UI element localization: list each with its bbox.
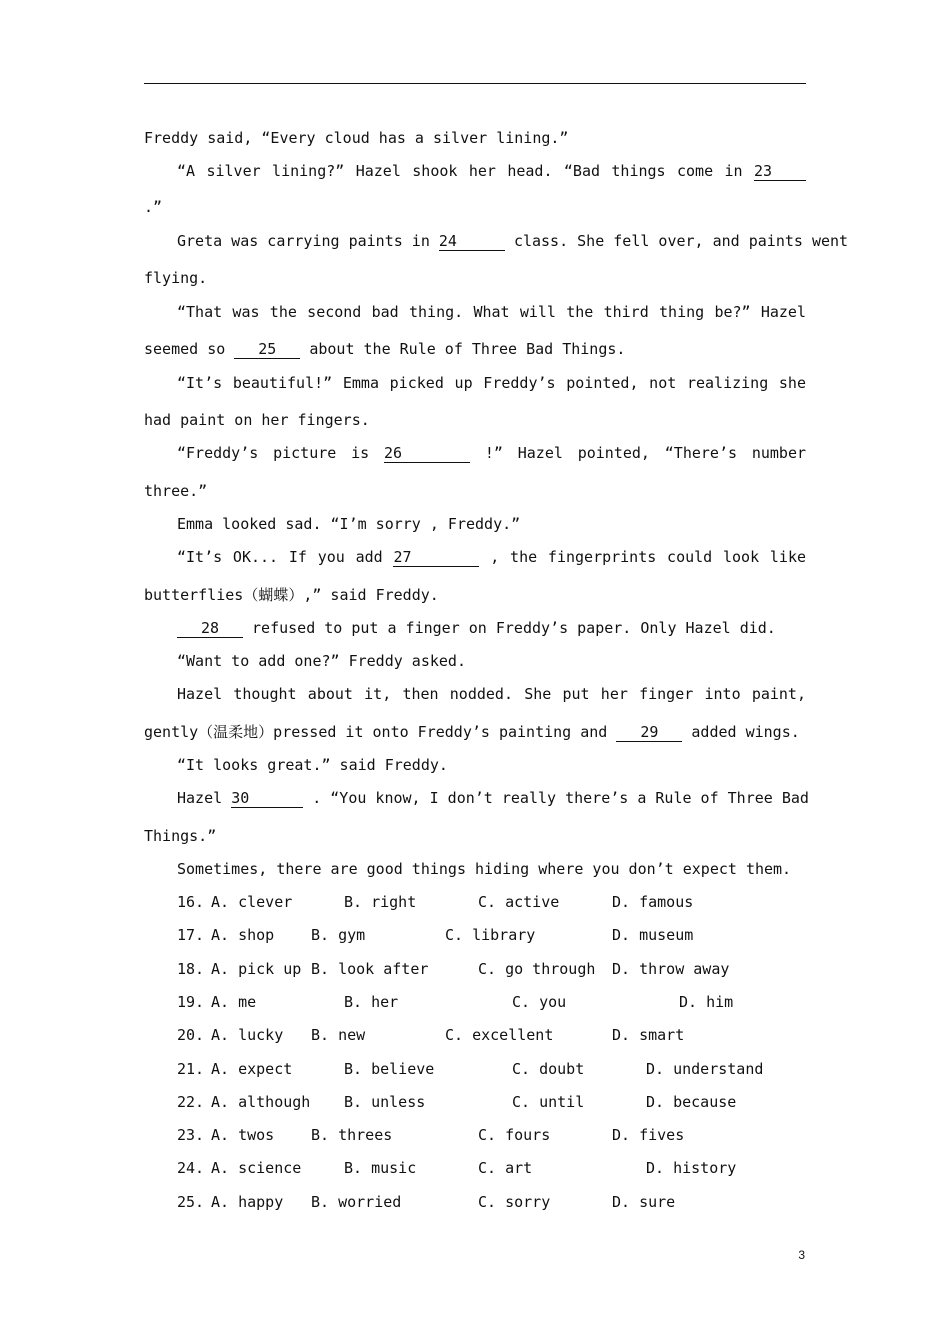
option-b: B. unless <box>344 1093 426 1111</box>
option-b: B. right <box>344 893 417 911</box>
passage-line: Greta was carrying paints in 24 class. She fell over, and paints went <box>177 232 849 250</box>
blank-25: 25 <box>234 341 300 359</box>
blank-30: 30 <box>231 790 303 808</box>
option-d: D. because <box>646 1093 737 1111</box>
option-c: C. doubt <box>512 1060 585 1078</box>
passage-line: Hazel thought about it, then nodded. She put her finger into paint, <box>177 685 806 703</box>
passage-line: Sometimes, there are good things hiding where you don’t expect them. <box>177 860 792 878</box>
passage-line: had paint on her fingers. <box>144 411 370 429</box>
passage-line: “It’s OK... If you add 27 , the fingerprints could look like <box>177 548 807 566</box>
option-d: D. famous <box>612 893 694 911</box>
question-number: 22. <box>177 1093 205 1111</box>
blank-29: 29 <box>616 724 682 742</box>
option-b: B. worried <box>311 1193 402 1211</box>
passage-line: seemed so 25 about the Rule of Three Bad Things. <box>144 340 626 358</box>
question-number: 16. <box>177 893 205 911</box>
option-c: C. library <box>445 926 536 944</box>
question-number: 19. <box>177 993 205 1011</box>
passage-line: “Want to add one?” Freddy asked. <box>177 652 466 670</box>
option-d: D. museum <box>612 926 694 944</box>
header-rule <box>144 83 806 84</box>
option-a: A. clever <box>211 893 293 911</box>
question-number: 25. <box>177 1193 205 1211</box>
question-number: 18. <box>177 960 205 978</box>
option-c: C. you <box>512 993 567 1011</box>
option-a: A. happy <box>211 1193 284 1211</box>
passage-line: Freddy said, “Every cloud has a silver lining.” <box>144 129 569 147</box>
passage-line: flying. <box>144 269 208 287</box>
option-c: C. sorry <box>478 1193 551 1211</box>
passage-line: gently（温柔地）pressed it onto Freddy’s painting and 29 added wings. <box>144 723 800 741</box>
option-b: B. gym <box>311 926 366 944</box>
passage-line: Things.” <box>144 827 217 845</box>
option-c: C. until <box>512 1093 585 1111</box>
passage-line: Emma looked sad. “I’m sorry , Freddy.” <box>177 515 521 533</box>
option-c: C. fours <box>478 1126 551 1144</box>
option-d: D. throw away <box>612 960 730 978</box>
passage-line: butterflies（蝴蝶）,” said Freddy. <box>144 586 439 604</box>
option-c: C. go through <box>478 960 596 978</box>
blank-23: 23 <box>754 163 806 181</box>
option-a: A. science <box>211 1159 302 1177</box>
question-number: 24. <box>177 1159 205 1177</box>
page-number: 3 <box>798 1248 805 1262</box>
option-c: C. art <box>478 1159 533 1177</box>
option-a: A. although <box>211 1093 311 1111</box>
option-d: D. history <box>646 1159 737 1177</box>
option-d: D. fives <box>612 1126 685 1144</box>
passage-line: “It’s beautiful!” Emma picked up Freddy’s pointed, not realizing she <box>177 374 806 392</box>
question-number: 21. <box>177 1060 205 1078</box>
passage-line: three.” <box>144 482 208 500</box>
option-b: B. look after <box>311 960 429 978</box>
passage-line: Hazel 30 . “You know, I don’t really there’s a Rule of Three Bad <box>177 789 809 807</box>
passage-line: “A silver lining?” Hazel shook her head. “Bad things come in 23 <box>144 161 806 181</box>
option-a: A. lucky <box>211 1026 284 1044</box>
question-number: 20. <box>177 1026 205 1044</box>
passage-line: “Freddy’s picture is 26 !” Hazel pointed, “There’s number <box>177 444 807 462</box>
option-c: C. excellent <box>445 1026 554 1044</box>
blank-27: 27 <box>393 549 479 567</box>
option-d: D. smart <box>612 1026 685 1044</box>
option-a: A. shop <box>211 926 275 944</box>
passage-line: “It looks great.” said Freddy. <box>177 756 448 774</box>
option-c: C. active <box>478 893 560 911</box>
question-number: 17. <box>177 926 205 944</box>
passage-line: .” <box>144 198 163 216</box>
option-a: A. pick up <box>211 960 302 978</box>
option-d: D. him <box>679 993 734 1011</box>
option-a: A. twos <box>211 1126 275 1144</box>
passage-line: “That was the second bad thing. What will the third thing be?” Hazel <box>177 303 806 321</box>
option-a: A. expect <box>211 1060 293 1078</box>
question-number: 23. <box>177 1126 205 1144</box>
blank-24: 24 <box>439 233 505 251</box>
blank-26: 26 <box>384 445 470 463</box>
passage-line: 28 refused to put a finger on Freddy’s paper. Only Hazel did. <box>144 618 806 638</box>
option-a: A. me <box>211 993 257 1011</box>
blank-28: 28 <box>177 620 243 638</box>
option-d: D. understand <box>646 1060 764 1078</box>
option-b: B. threes <box>311 1126 393 1144</box>
option-b: B. believe <box>344 1060 435 1078</box>
option-b: B. her <box>344 993 399 1011</box>
option-b: B. music <box>344 1159 417 1177</box>
option-d: D. sure <box>612 1193 676 1211</box>
option-b: B. new <box>311 1026 366 1044</box>
